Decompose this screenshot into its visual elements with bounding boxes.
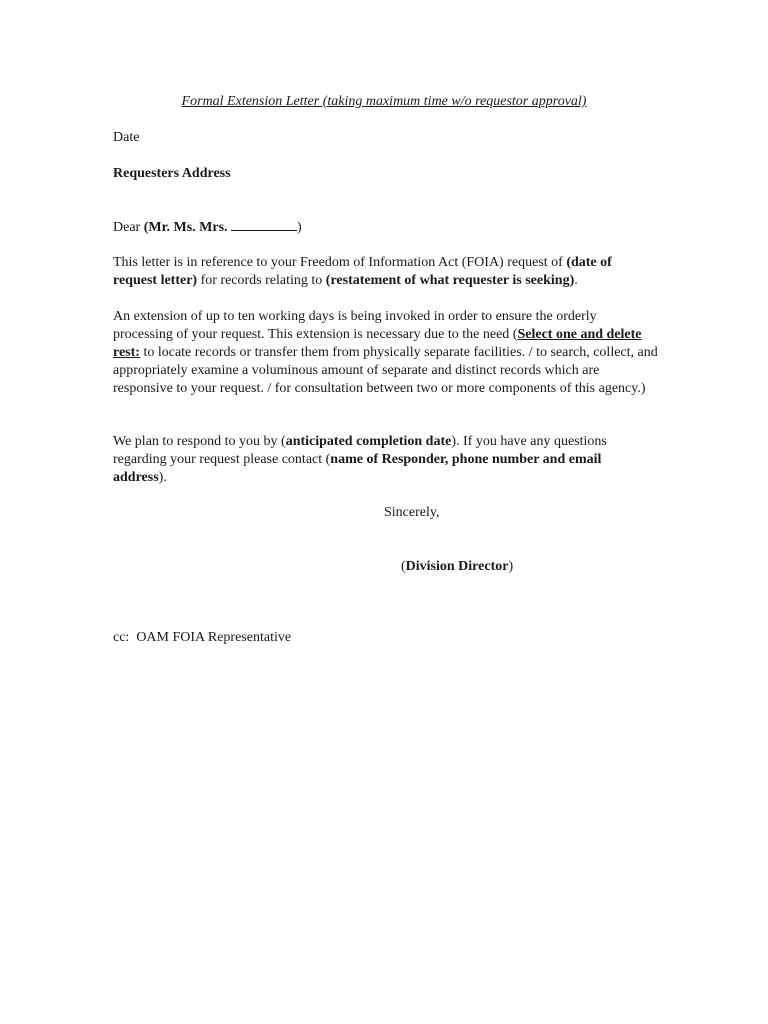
restatement-placeholder: (restatement of what requester is seeking) [325,273,575,288]
salutation-name-close: ) [297,220,302,235]
letter-title: Formal Extension Letter (taking maximum time w/o requestor approval) [181,94,587,109]
completion-date-placeholder: anticipated completion date [285,434,452,449]
closing-sincerely: Sincerely, [384,505,440,520]
signature-block [401,558,513,576]
paragraph-reference-text-1: This letter is in reference to your Freedom of Information Act (FOIA) request of [113,255,567,270]
paragraph-extension [113,308,658,398]
paragraph-extension-text-2: to locate records or transfer them from physically separate facilities. / to search, collect, and appropriately examine a voluminous amount of separate and distinct records which are responsive to your request. / for consultation between two or more components of this agency.) [113,345,658,396]
signature-open: ( [401,559,406,574]
paragraph-response-text-1: We plan to respond to you by ( [113,434,286,449]
signature-title: Division Director [405,559,509,574]
requester-address-placeholder: Requesters Address [113,166,231,181]
paragraph-response-text-2: ). If you have any questions regarding your request please contact ( [113,434,607,467]
date-placeholder: Date [113,130,140,145]
paragraph-response [113,433,658,487]
paragraph-reference-text-3: . [574,273,578,288]
responder-contact-placeholder: name of Responder, phone number and email address [113,452,602,485]
signature-close: ) [508,559,514,574]
paragraph-reference [113,254,658,290]
date-of-request-placeholder: (date of request letter) [113,255,612,288]
cc-line: cc: OAM FOIA Representative [113,630,292,645]
select-one-instruction: Select one and delete rest: [113,327,642,360]
paragraph-response-text-3: ). [158,470,167,485]
salutation [113,218,302,237]
salutation-name-open: (Mr. Ms. Mrs. [143,220,232,235]
salutation-dear: Dear [113,220,144,235]
paragraph-reference-text-2: for records relating to [197,273,326,288]
paragraph-extension-text-1: An extension of up to ten working days is being invoked in order to ensure the orderly processing of your request. This extension is necessary due to the need ( [113,309,597,342]
name-blank-line [231,218,297,231]
